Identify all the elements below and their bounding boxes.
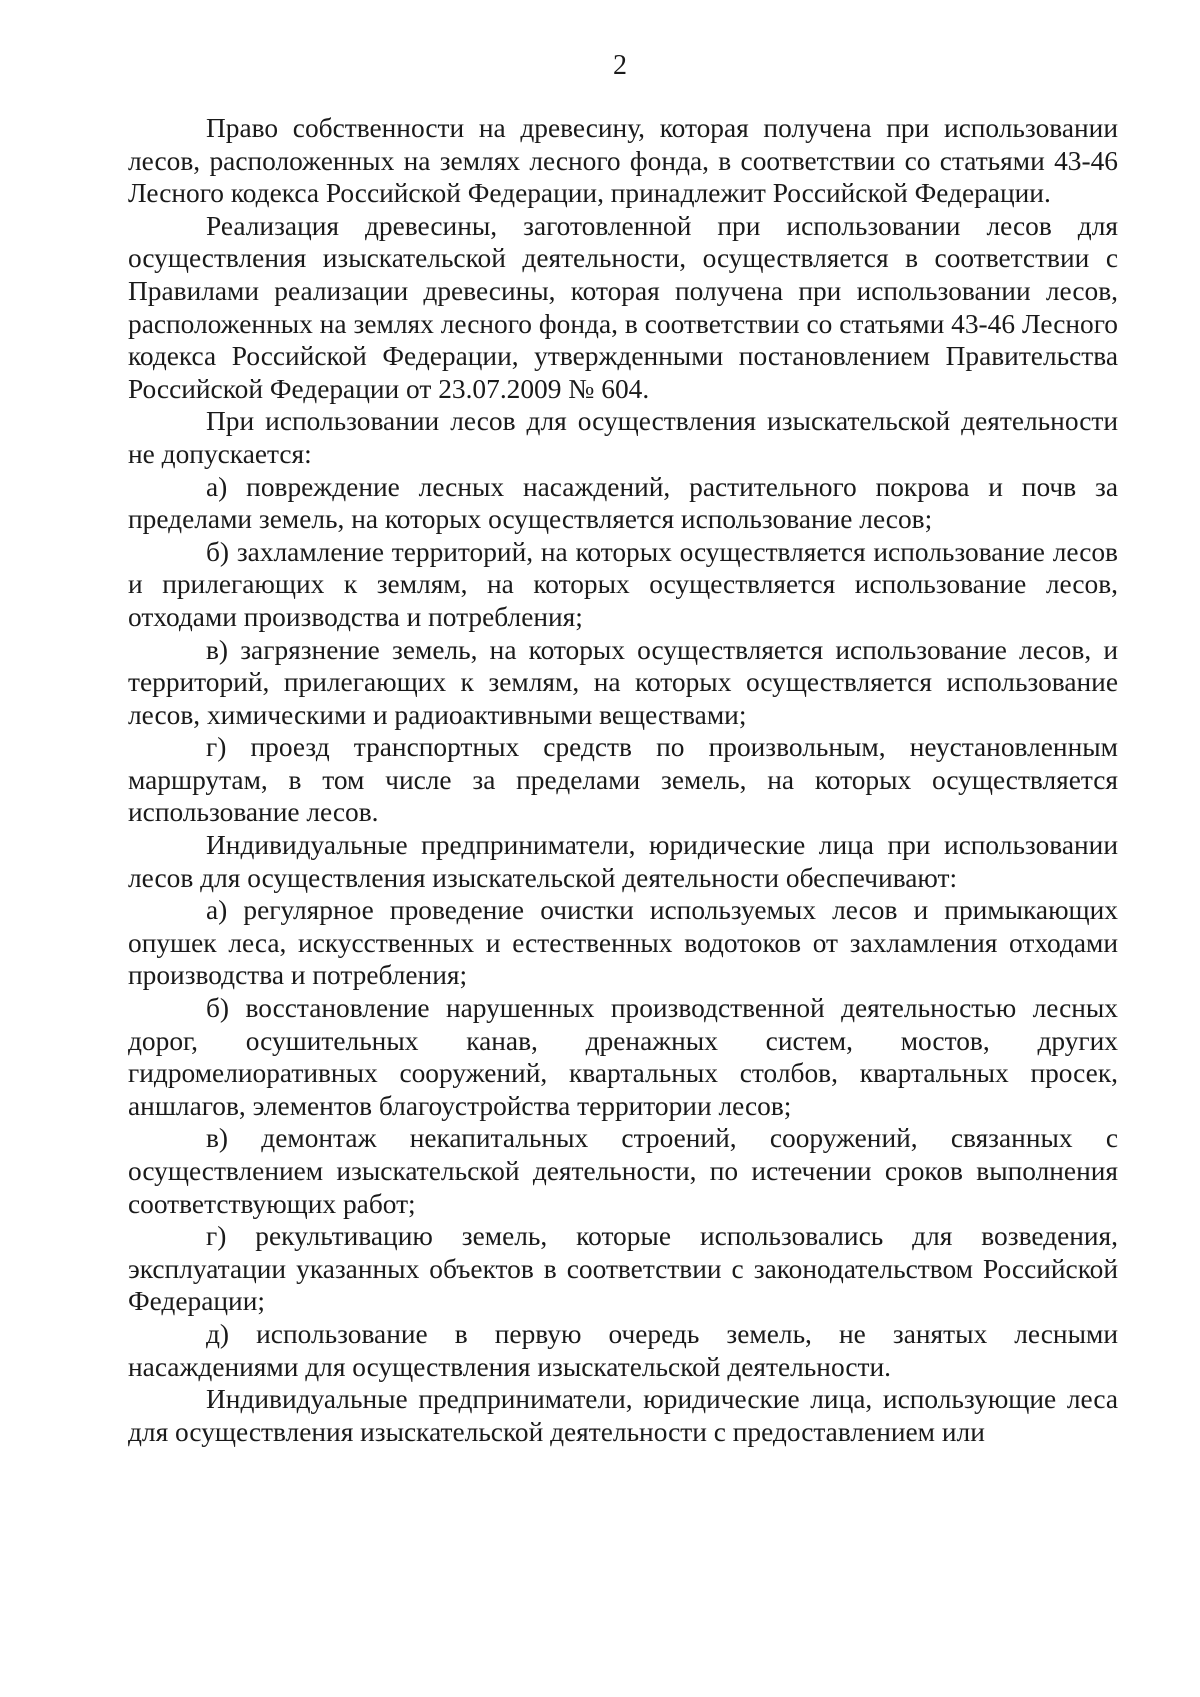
prohibition-item-a: а) повреждение лесных насаждений, растительного покрова и почв за пределами земель, на которых осуществляется использование лесов; <box>128 471 1118 535</box>
prohibition-item-g: г) проезд транспортных средств по произвольным, неустановленным маршрутам, в том числе за пределами земель, на которых осуществляется использование лесов. <box>128 732 1118 828</box>
paragraph-timber-sale: Реализация древесины, заготовленной при использовании лесов для осуществления изыскательской деятельности, осуществляется в соответствии с Правилами реализации древесины, которая получена при использовании лесов, расположенных на землях лесного фонда, в соответствии со статьями 43-46 Лесного кодекса Российской Федерации, утвержденными постановлением Правительства Российской Федерации от 23.07.2009 № 604. <box>128 210 1118 404</box>
page-number: 2 <box>613 50 627 81</box>
prohibition-item-b: б) захламление территорий, на которых осуществляется использование лесов и прилегающих к землям, на которых осуществляется использование лесов, отходами производства и потребления; <box>128 536 1118 632</box>
paragraph-continued: Индивидуальные предприниматели, юридические лица, использующие леса для осуществления изыскательской деятельности с предоставлением или <box>128 1384 1118 1447</box>
paragraph-obligations-intro: Индивидуальные предприниматели, юридические лица при использовании лесов для осуществления изыскательской деятельности обеспечивают: <box>128 830 1118 893</box>
obligation-item-b: б) восстановление нарушенных производственной деятельностью лесных дорог, осушительных канав, дренажных систем, мостов, других гидромелиоративных сооружений, квартальных столбов, квартальных просек, аншлагов, элементов благоустройства территории лесов; <box>128 993 1118 1121</box>
paragraph-ownership: Право собственности на древесину, которая получена при использовании лесов, расположенных на землях лесного фонда, в соответствии со статьями 43-46 Лесного кодекса Российской Федерации, принадлежит Российской Федерации. <box>128 113 1118 209</box>
obligation-item-v: в) демонтаж некапитальных строений, сооружений, связанных с осуществлением изыскательской деятельности, по истечении сроков выполнения соответствующих работ; <box>128 1123 1118 1219</box>
document-body <box>128 112 1118 1448</box>
paragraph-prohibitions-intro: При использовании лесов для осуществления изыскательской деятельности не допускается: <box>128 406 1118 469</box>
obligation-item-d: д) использование в первую очередь земель, не занятых лесными насаждениями для осуществления изыскательской деятельности. <box>128 1318 1118 1382</box>
prohibition-item-v: в) загрязнение земель, на которых осуществляется использование лесов, и территорий, прилегающих к землям, на которых осуществляется использование лесов, химическими и радиоактивными веществами; <box>128 634 1118 730</box>
obligation-item-g: г) рекультивацию земель, которые использовались для возведения, эксплуатации указанных объектов в соответствии с законодательством Российской Федерации; <box>128 1221 1118 1317</box>
obligation-item-a: а) регулярное проведение очистки используемых лесов и примыкающих опушек леса, искусственных и естественных водотоков от захламления отходами производства и потребления; <box>128 895 1118 991</box>
